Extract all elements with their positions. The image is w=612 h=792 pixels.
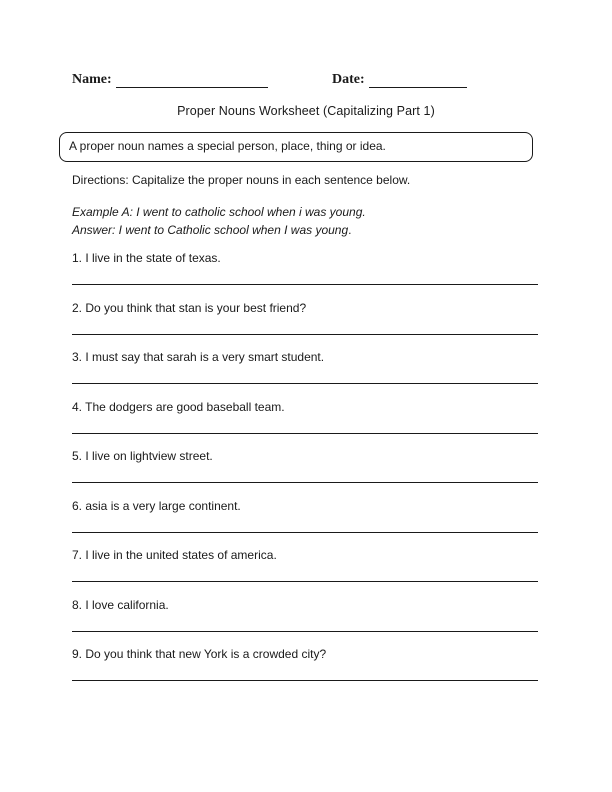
name-field <box>72 72 268 88</box>
question-item <box>72 399 540 449</box>
question-item <box>72 448 540 498</box>
question-text: 8. I love california. <box>72 597 169 612</box>
answer-line[interactable] <box>72 631 538 632</box>
answer-line[interactable] <box>72 383 538 384</box>
question-item <box>72 646 540 696</box>
questions-list <box>72 250 540 696</box>
question-text: 1. I live in the state of texas. <box>72 251 221 265</box>
answer-line[interactable] <box>72 284 538 285</box>
definition-text: A proper noun names a special person, place, thing or idea. <box>69 139 386 153</box>
question-item <box>72 498 540 548</box>
question-item <box>72 349 540 399</box>
date-label: Date: <box>332 72 365 87</box>
question-text: 4. The dodgers are good baseball team. <box>72 399 285 414</box>
definition-box <box>59 132 533 162</box>
answer-line[interactable] <box>72 482 538 483</box>
question-text: 9. Do you think that new York is a crowded city? <box>72 647 327 661</box>
answer-line[interactable] <box>72 680 538 681</box>
date-field <box>332 72 467 88</box>
answer-line[interactable] <box>72 433 538 434</box>
answer-line[interactable] <box>72 581 538 582</box>
name-label: Name: <box>72 72 112 87</box>
question-text: 7. I live in the united states of america. <box>72 548 277 562</box>
directions-text: Directions: Capitalize the proper nouns in each sentence below. <box>72 173 411 187</box>
header-row <box>72 72 542 92</box>
answer-line[interactable] <box>72 334 538 335</box>
question-text: 6. asia is a very large continent. <box>72 498 241 513</box>
question-text: 3. I must say that sarah is a very smart student. <box>72 350 325 364</box>
question-text: 2. Do you think that stan is your best friend? <box>72 300 307 315</box>
example-sentence: Example A: I went to catholic school when i was young. <box>72 205 366 219</box>
name-blank-line[interactable] <box>116 73 268 88</box>
question-item <box>72 547 540 597</box>
question-item <box>72 250 540 300</box>
question-item <box>72 300 540 350</box>
example-block <box>72 203 366 239</box>
worksheet-title: Proper Nouns Worksheet (Capitalizing Part 1) <box>177 104 435 118</box>
example-answer <box>72 221 366 239</box>
example-answer-period: . <box>348 223 352 237</box>
example-answer-text: Answer: I went to Catholic school when I was young <box>72 223 349 237</box>
answer-line[interactable] <box>72 532 538 533</box>
date-blank-line[interactable] <box>369 73 467 88</box>
question-text: 5. I live on lightview street. <box>72 449 213 463</box>
question-item <box>72 597 540 647</box>
